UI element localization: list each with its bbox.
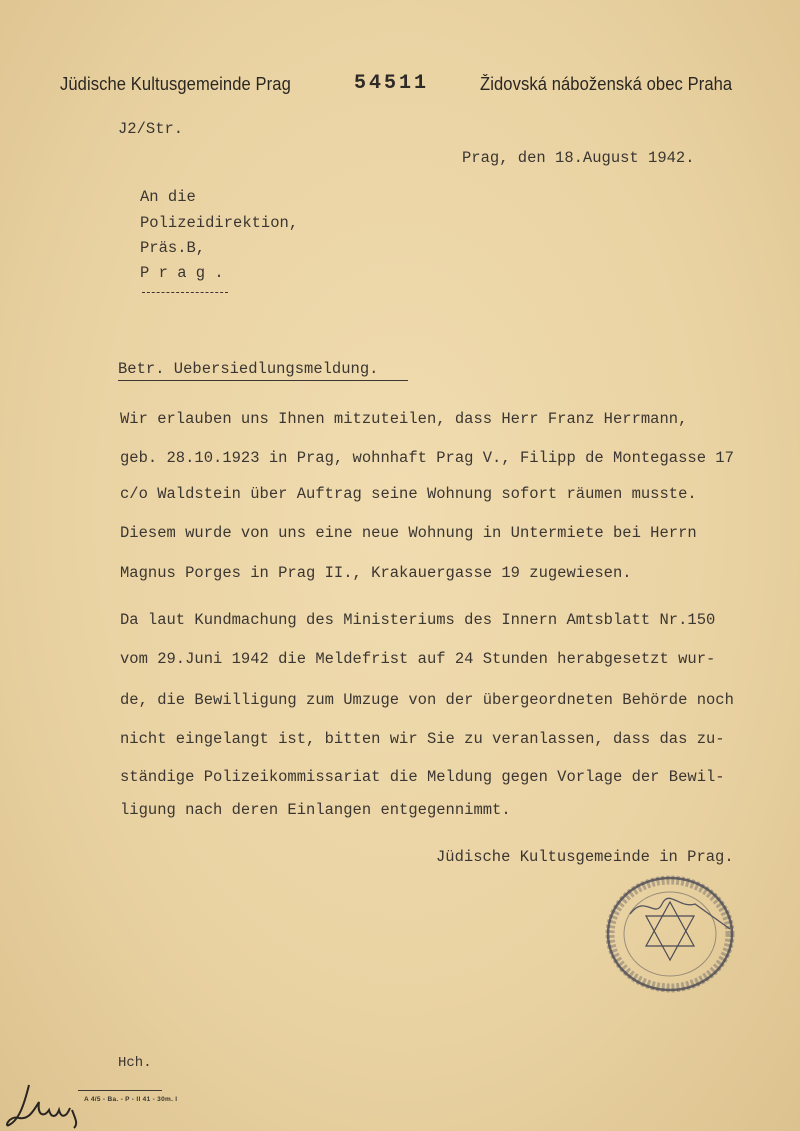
body-line: geb. 28.10.1923 in Prag, wohnhaft Prag V., Filipp de Montegasse 17 — [120, 449, 734, 467]
subject-underline — [118, 380, 408, 381]
body-line: Diesem wurde von uns eine neue Wohnung in Untermiete bei Herrn — [120, 524, 697, 542]
body-line: nicht eingelangt ist, bitten wir Sie zu veranlassen, dass das zu- — [120, 730, 725, 748]
body-line: vom 29.Juni 1942 die Meldefrist auf 24 Stunden herabgesetzt wur- — [120, 650, 716, 668]
body-line: ständige Polizeikommissariat die Meldung gegen Vorlage der Bewil- — [120, 768, 725, 786]
reference: J2/Str. — [118, 120, 184, 138]
address-line: Polizeidirektion, — [140, 214, 299, 232]
address-line: P r a g . — [140, 264, 224, 282]
official-stamp — [600, 874, 740, 994]
typist-initials: Hch. — [118, 1055, 152, 1071]
body-line: Magnus Porges in Prag II., Krakauergasse 19 zugewiesen. — [120, 564, 632, 582]
address-line: An die — [140, 188, 196, 206]
letterhead-right: Židovská náboženská obec Praha — [480, 74, 733, 94]
body-line: c/o Waldstein über Auftrag seine Wohnung sofort räumen musste. — [120, 485, 697, 503]
letterhead-left: Jüdische Kultusgemeinde Prag — [60, 74, 291, 94]
body-line: Da laut Kundmachung des Ministeriums des Innern Amtsblatt Nr.150 — [120, 611, 716, 629]
address-line: Präs.B, — [140, 239, 206, 257]
document-number: 54511 — [354, 72, 430, 95]
closing: Jüdische Kultusgemeinde in Prag. — [436, 848, 734, 866]
body-line: de, die Bewilligung zum Umzuge von der übergeordneten Behörde noch — [120, 691, 734, 709]
print-code: A 4/5 - Ba. - P - II 41 - 30m. l — [84, 1096, 178, 1103]
body-line: Wir erlauben uns Ihnen mitzuteilen, dass Herr Franz Herrmann, — [120, 410, 688, 428]
body-line: ligung nach deren Einlangen entgegennimmt. — [120, 801, 511, 819]
handwritten-signature — [4, 1082, 80, 1130]
star-of-david-icon — [646, 902, 694, 960]
date: Prag, den 18.August 1942. — [462, 149, 695, 167]
print-rule — [78, 1090, 162, 1091]
subject: Betr. Uebersiedlungsmeldung. — [118, 360, 379, 378]
address-underline — [142, 292, 228, 293]
